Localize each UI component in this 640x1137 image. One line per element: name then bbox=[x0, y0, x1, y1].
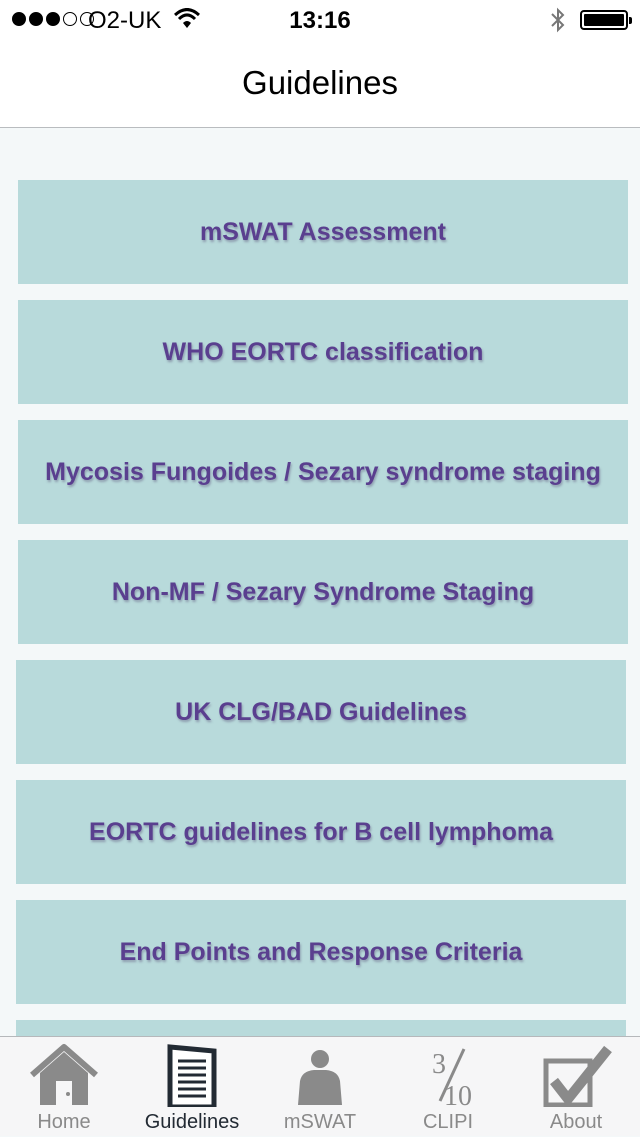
mf-sezary-staging-button[interactable]: Mycosis Fungoides / Sezary syndrome staging bbox=[18, 420, 628, 524]
tab-about[interactable] bbox=[512, 1037, 640, 1137]
document-icon bbox=[156, 1043, 228, 1107]
tab-bar bbox=[0, 1036, 640, 1136]
tab-guidelines[interactable] bbox=[128, 1037, 256, 1137]
partially-visible-button[interactable] bbox=[16, 1020, 626, 1036]
status-time: 13:16 bbox=[289, 7, 351, 34]
battery-icon bbox=[580, 10, 628, 30]
tab-mswat[interactable] bbox=[256, 1037, 384, 1137]
tab-clipi-label: CLIPI bbox=[422, 1111, 474, 1133]
tab-about-label: About bbox=[549, 1111, 603, 1133]
bluetooth-icon bbox=[550, 6, 566, 34]
tab-home-label: Home bbox=[37, 1111, 91, 1133]
fraction-icon bbox=[412, 1043, 484, 1107]
page-title: Guidelines bbox=[242, 64, 398, 101]
non-mf-sezary-staging-button[interactable]: Non-MF / Sezary Syndrome Staging bbox=[18, 540, 628, 644]
end-points-response-criteria-button[interactable]: End Points and Response Criteria bbox=[16, 900, 626, 1004]
fraction-denominator: 10 bbox=[444, 1081, 472, 1107]
house-icon bbox=[28, 1043, 100, 1107]
body-icon bbox=[284, 1043, 356, 1107]
tab-clipi[interactable] bbox=[384, 1037, 512, 1137]
navigation-bar bbox=[0, 40, 640, 128]
who-eortc-classification-button[interactable]: WHO EORTC classification bbox=[18, 300, 628, 404]
eortc-b-cell-lymphoma-button[interactable]: EORTC guidelines for B cell lymphoma bbox=[16, 780, 626, 884]
fraction-numerator: 3 bbox=[432, 1049, 446, 1080]
status-bar bbox=[0, 0, 640, 40]
mswat-assessment-button[interactable]: mSWAT Assessment bbox=[18, 180, 628, 284]
carrier-name: O2-UK bbox=[88, 7, 162, 34]
tab-mswat-label: mSWAT bbox=[283, 1111, 357, 1133]
tab-home[interactable] bbox=[0, 1037, 128, 1137]
uk-clg-bad-guidelines-button[interactable]: UK CLG/BAD Guidelines bbox=[16, 660, 626, 764]
checkmark-icon bbox=[540, 1043, 612, 1107]
tab-guidelines-label: Guidelines bbox=[144, 1111, 240, 1133]
guidelines-list[interactable] bbox=[0, 129, 640, 1036]
